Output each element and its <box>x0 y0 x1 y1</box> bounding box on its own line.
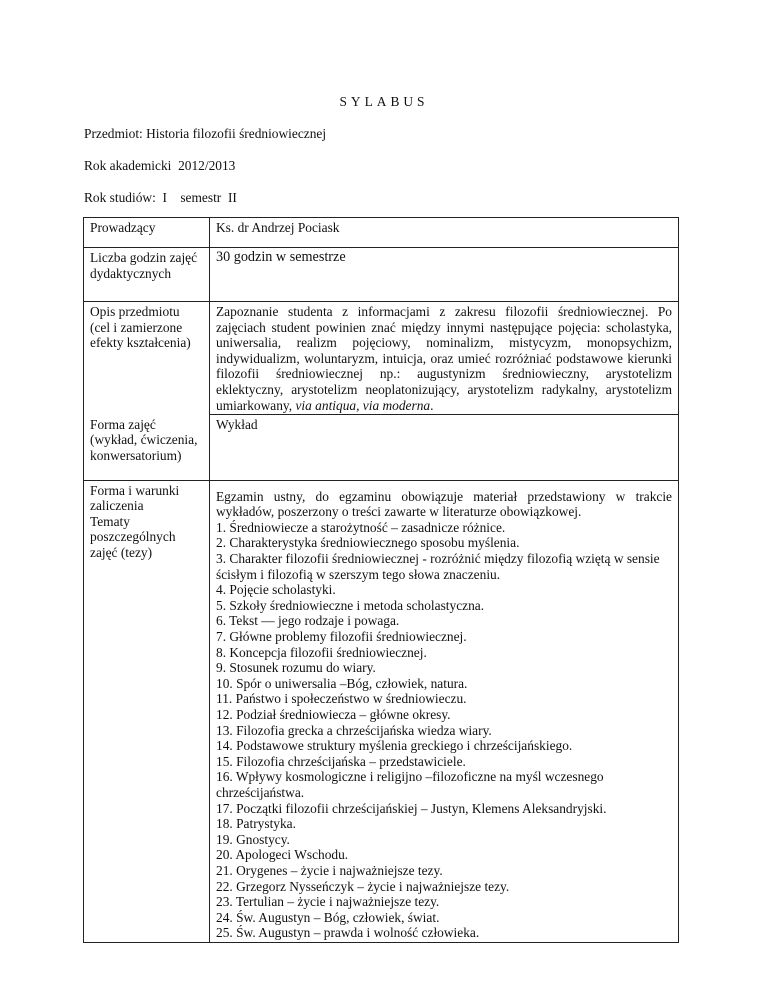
lecturer-label: Prowadzący <box>84 218 210 248</box>
list-item: 22. Grzegorz Nysseńczyk – życie i najważniejsze tezy. <box>216 878 510 894</box>
study-year-line: Rok studiów: I semestr II <box>84 190 237 205</box>
list-item: 14. Podstawowe struktury myślenia greckiego i chrześcijańskiego. <box>216 738 573 754</box>
list-item: 15. Filozofia chrześcijańska – przedstawiciele. <box>216 753 466 769</box>
assessment-label: Forma i warunki zaliczenia <box>90 482 180 514</box>
list-item: 20. Apologeci Wschodu. <box>216 847 349 863</box>
assessment-value: Egzamin ustny, do egzaminu obowiązuje materiał przedstawiony w trakcie wykładów, poszerzony o treści zawarte w literaturze obowiązkowej. <box>216 488 672 520</box>
list-item: 24. Św. Augustyn – Bóg, człowiek, świat. <box>216 909 440 925</box>
list-item: 1. Średniowiecze a starożytność – zasadnicze różnice. <box>216 519 506 535</box>
list-item: 25. Św. Augustyn – prawda i wolność człowieka. <box>216 925 480 941</box>
topics-list <box>216 520 672 941</box>
list-item: 13. Filozofia grecka a chrześcijańska wiedza wiary. <box>216 722 492 738</box>
form-value: Wykład <box>210 415 679 481</box>
assessment-topics-value <box>210 480 679 942</box>
table-row-form <box>84 415 679 481</box>
hours-label: Liczba godzin zajęć dydaktycznych <box>84 248 210 302</box>
assessment-topics-label <box>84 480 210 942</box>
syllabus-table <box>83 217 679 943</box>
list-item: 12. Podział średniowiecza – główne okresy. <box>216 706 451 722</box>
description-label: Opis przedmiotu (cel i zamierzone efekty kształcenia) <box>84 302 210 415</box>
list-item: 18. Patrystyka. <box>216 816 296 832</box>
table-row-assessment-topics <box>84 480 679 942</box>
table-row-description <box>84 302 679 415</box>
list-item: 6. Tekst — jego rodzaje i powaga. <box>216 613 400 629</box>
page-title: SYLABUS <box>339 94 429 109</box>
table-row-lecturer <box>84 218 679 248</box>
list-item: 9. Stosunek rozumu do wiary. <box>216 660 376 676</box>
description-end: . <box>430 397 434 413</box>
list-item: 2. Charakterystyka średniowiecznego sposobu myślenia. <box>216 535 520 551</box>
list-item: 5. Szkoły średniowieczne i metoda scholastyczna. <box>216 597 485 613</box>
description-text: Zapoznanie studenta z informacjami z zakresu filozofii średniowiecznej. Po zajęciach student powinien znać między innymi następujące pojęcia: scholastyka, uniwersalia, realizm pojęciowy, nominalizm, mistycyzm, monopsychizm, indywidualizm, woluntaryzm, intuicja, oraz umieć rozróżniać podstawowe kierunki filozofii średniowiecznej np.: augustynizm średniowieczny, arystotelizm eklektyczny, arystotelizm neoplatonizujący, arystotelizm radykalny, arystotelizm umiarkowany, <box>216 304 672 413</box>
list-item: 23. Tertulian – życie i najważniejsze tezy. <box>216 894 440 910</box>
list-item: 21. Orygenes – życie i najważniejsze tezy. <box>216 862 443 878</box>
lecturer-value: Ks. dr Andrzej Pociask <box>210 218 679 248</box>
list-item: 8. Koncepcja filozofii średniowiecznej. <box>216 644 427 660</box>
hours-value: 30 godzin w semestrze <box>210 248 679 302</box>
table-row-hours <box>84 248 679 302</box>
list-item: 19. Gnostycy. <box>216 831 290 847</box>
list-item: 10. Spór o uniwersalia –Bóg, człowiek, natura. <box>216 675 468 691</box>
list-item: 3. Charakter filozofii średniowiecznej - rozróżnić między filozofią wziętą w sensie ścisłym i filozofią w szerszym tego słowa znaczeniu. <box>216 551 660 582</box>
list-item: 7. Główne problemy filozofii średniowiecznej. <box>216 629 467 644</box>
subject-line: Przedmiot: Historia filozofii średniowiecznej <box>84 126 327 141</box>
list-item: 17. Początki filozofii chrześcijańskiej – Justyn, Klemens Aleksandryjski. <box>216 800 607 816</box>
academic-year-line: Rok akademicki 2012/2013 <box>84 158 236 173</box>
list-item: 4. Pojęcie scholastyki. <box>216 582 336 598</box>
list-item: 11. Państwo i społeczeństwo w średniowieczu. <box>216 691 467 707</box>
topics-label: Tematy poszczególnych zajęć (tezy) <box>90 513 176 561</box>
description-italic-text: via antiqua, via moderna <box>295 397 431 413</box>
description-value <box>210 302 679 415</box>
form-label: Forma zajęć (wykład, ćwiczenia, konwersatorium) <box>84 415 210 481</box>
list-item: 16. Wpływy kosmologiczne i religijno –filozoficzne na myśl wczesnego chrześcijaństwa. <box>216 769 604 800</box>
